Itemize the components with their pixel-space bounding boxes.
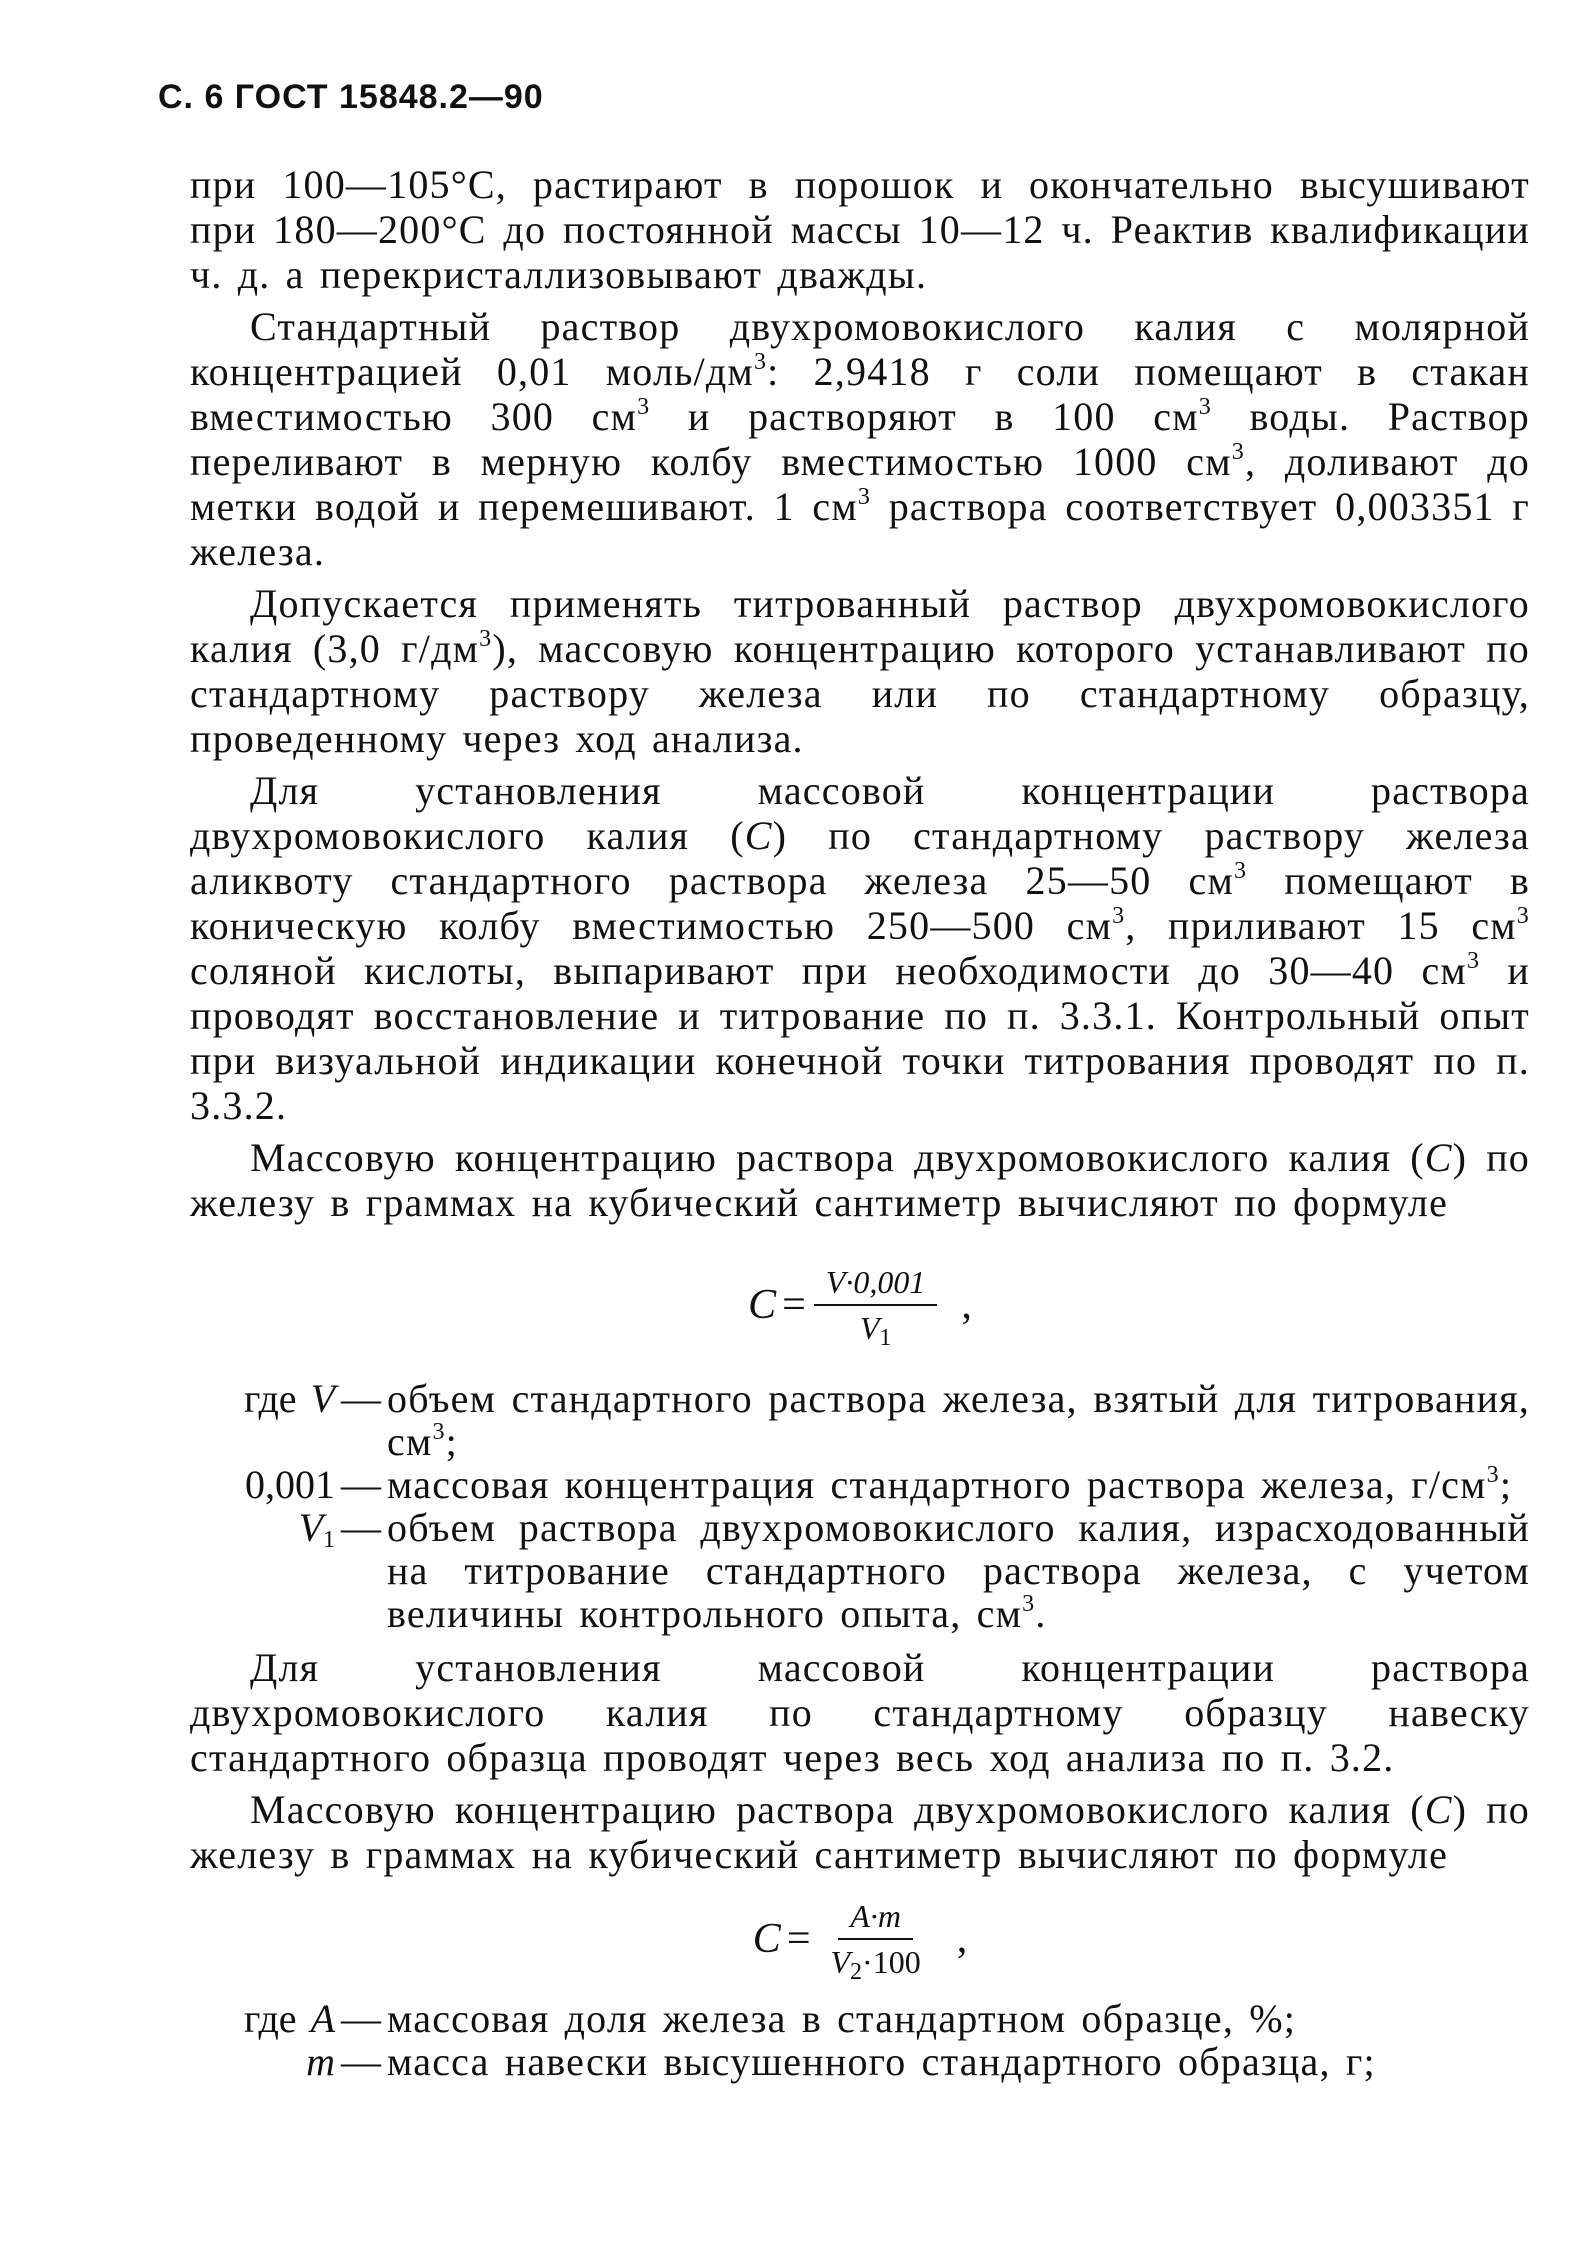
paragraph: Для установления массовой концентрации раствора двухромовокислого калия по стандартному образцу навеску стандартного образца проводят через весь ход анализа по п. 3.2. <box>190 1645 1530 1780</box>
document-body <box>190 162 1530 2093</box>
paragraph: Допускается применять титрованный раствор двухромовокислого калия (3,0 $г/дм^3$), массовую концентрацию которого устанавливают по стандартному раствору железа или по стандартному образцу, проведенному через ход анализа. <box>190 581 1530 761</box>
formula-1-numerator: V·0,001 <box>814 1263 938 1306</box>
definitions-2 <box>190 1997 1530 2083</box>
paragraph: Массовую концентрацию раствора двухромовокислого калия (C) по железу в граммах на кубический сантиметр вычисляют по формуле <box>190 1787 1530 1877</box>
formula-1-denominator: $V_1$ <box>859 1310 892 1351</box>
paragraph: Для установления массовой концентрации раствора двухромовокислого калия (C) по стандартному раствору железа аликвоту стандартного раствора железа 25—50 $см^3$ помещают в коническую колбу вместимостью 250—500 $см^3$, приливают 15 $см^3$ соляной кислоты, выпаривают при необходимости до 30—40 $см^3$ и проводят восстановление и титрование по п. 3.3.1. Контрольный опыт при визуальной индикации конечной точки титрования проводят по п. 3.3.2. <box>190 768 1530 1128</box>
formula-2-numerator: A·m <box>838 1897 913 1940</box>
formula-1: C = $\frac{V\cdot 0,001}{V_1}$ , <box>748 1264 972 1351</box>
definition-row: $V_1$ — объем раствора двухромовокислого калия, израсходованный на титрование стандартного раствора железа, с учетом величины контрольного опыта, $см^3$. <box>298 1505 1530 1636</box>
paragraph: Массовую концентрацию раствора двухромовокислого калия (C) по железу в граммах на кубический сантиметр вычисляют по формуле <box>190 1135 1530 1225</box>
definition-row: m — масса навески высушенного стандартного образца, г; <box>306 2039 1376 2084</box>
definition-row: где A — массовая доля железа в стандартном образце, %; <box>244 1996 1297 2041</box>
definition-row: 0,001 — массовая концентрация стандартного раствора железа, $г/см^3$; <box>245 1462 1513 1507</box>
paragraph: при 100—105°С, растирают в порошок и окончательно высушивают при 180—200°С до постоянной массы 10—12 ч. Реактив квалификации ч. д. а перекристаллизовывают дважды. <box>190 162 1530 297</box>
paragraph: Стандартный раствор двухромовокислого калия с молярной концентрацией 0,01 моль/$дм^3$: 2,9418 г соли помещают в стакан вместимостью 300 $см^3$ и растворяют в 100 $см^3$ воды. Раствор переливают в мерную колбу вместимостью 1000 $см^3$, доливают до метки водой и перемешивают. 1 $см^3$ раствора соответствует 0,003351 г железа. <box>190 304 1531 574</box>
page-header: С. 6 ГОСТ 15848.2—90 <box>158 78 544 116</box>
definition-row: где V — объем стандартного раствора железа, взятый для титрования, $см^3$; <box>244 1376 1530 1464</box>
definitions-1 <box>190 1377 1530 1635</box>
formula-2-denominator: $V_2\cdot 100$ <box>830 1944 921 1985</box>
formula-2: C = $\frac{A\cdot m}{V_2\cdot 100}$ , <box>752 1898 968 1985</box>
